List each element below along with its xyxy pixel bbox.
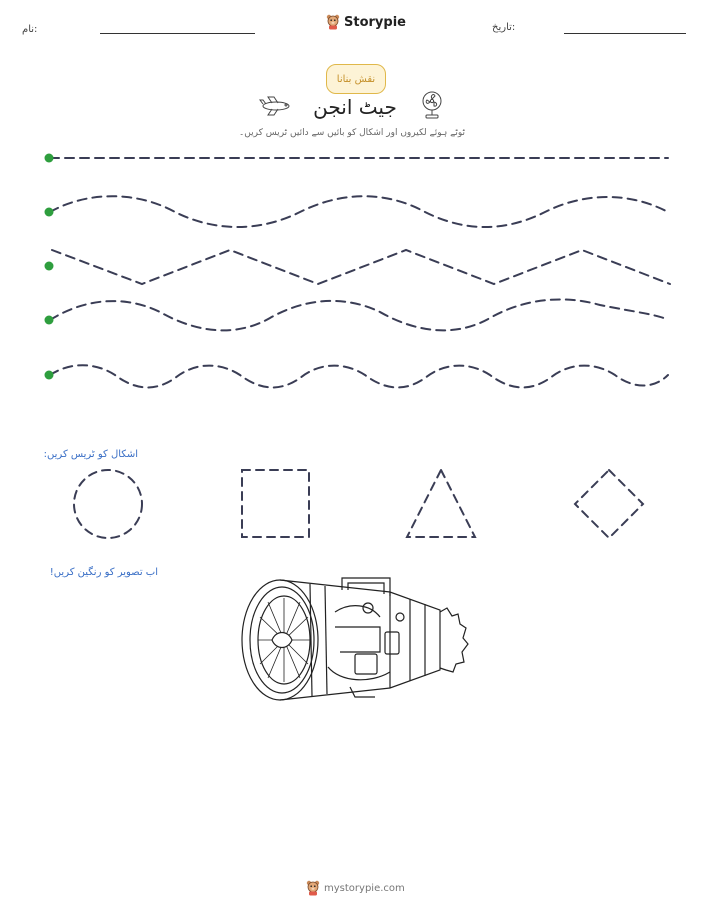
trace-triangle-shape — [407, 470, 475, 537]
brand-logo — [326, 14, 406, 30]
tracing-line-wave-2 — [50, 299, 668, 330]
tracing-lines-area — [0, 140, 709, 400]
jet-engine-illustration — [240, 572, 470, 712]
start-dot-2 — [45, 208, 54, 217]
trace-square-shape — [242, 470, 309, 537]
tracing-line-wave-1 — [50, 196, 668, 227]
date-label: تاریخ: — [492, 22, 516, 33]
activity-badge: نقش بنانا — [326, 64, 386, 94]
storypie-footer-icon — [306, 880, 320, 896]
tracing-line-wave-3 — [50, 365, 668, 387]
trace-diamond-shape — [575, 470, 643, 538]
start-dot-5 — [45, 371, 54, 380]
start-dot-3 — [45, 262, 54, 271]
tracing-shapes-area — [0, 460, 709, 550]
brand-name: Storypie — [344, 14, 406, 30]
start-dot-4 — [45, 316, 54, 325]
name-label: نام: — [22, 24, 38, 35]
airplane-icon — [258, 95, 294, 117]
tracing-line-zigzag — [52, 250, 670, 284]
storypie-bear-icon — [326, 14, 340, 30]
footer-brand — [306, 880, 405, 896]
start-dot-1 — [45, 154, 54, 163]
instructions-text: ٹوٹے ہوئے لکیروں اور اشکال کو بائیں سے دائیں ٹریس کریں۔ — [238, 128, 466, 138]
date-blank-line[interactable] — [564, 33, 686, 34]
shapes-section-label: اشکال کو ٹریس کریں: — [43, 449, 138, 460]
trace-circle-shape — [74, 470, 142, 538]
page-title: جیٹ انجن — [313, 95, 397, 119]
name-blank-line[interactable] — [100, 33, 255, 34]
coloring-section-label: اب تصویر کو رنگین کریں! — [49, 567, 158, 578]
footer-url: mystorypie.com — [324, 882, 405, 894]
fan-icon — [418, 90, 446, 120]
